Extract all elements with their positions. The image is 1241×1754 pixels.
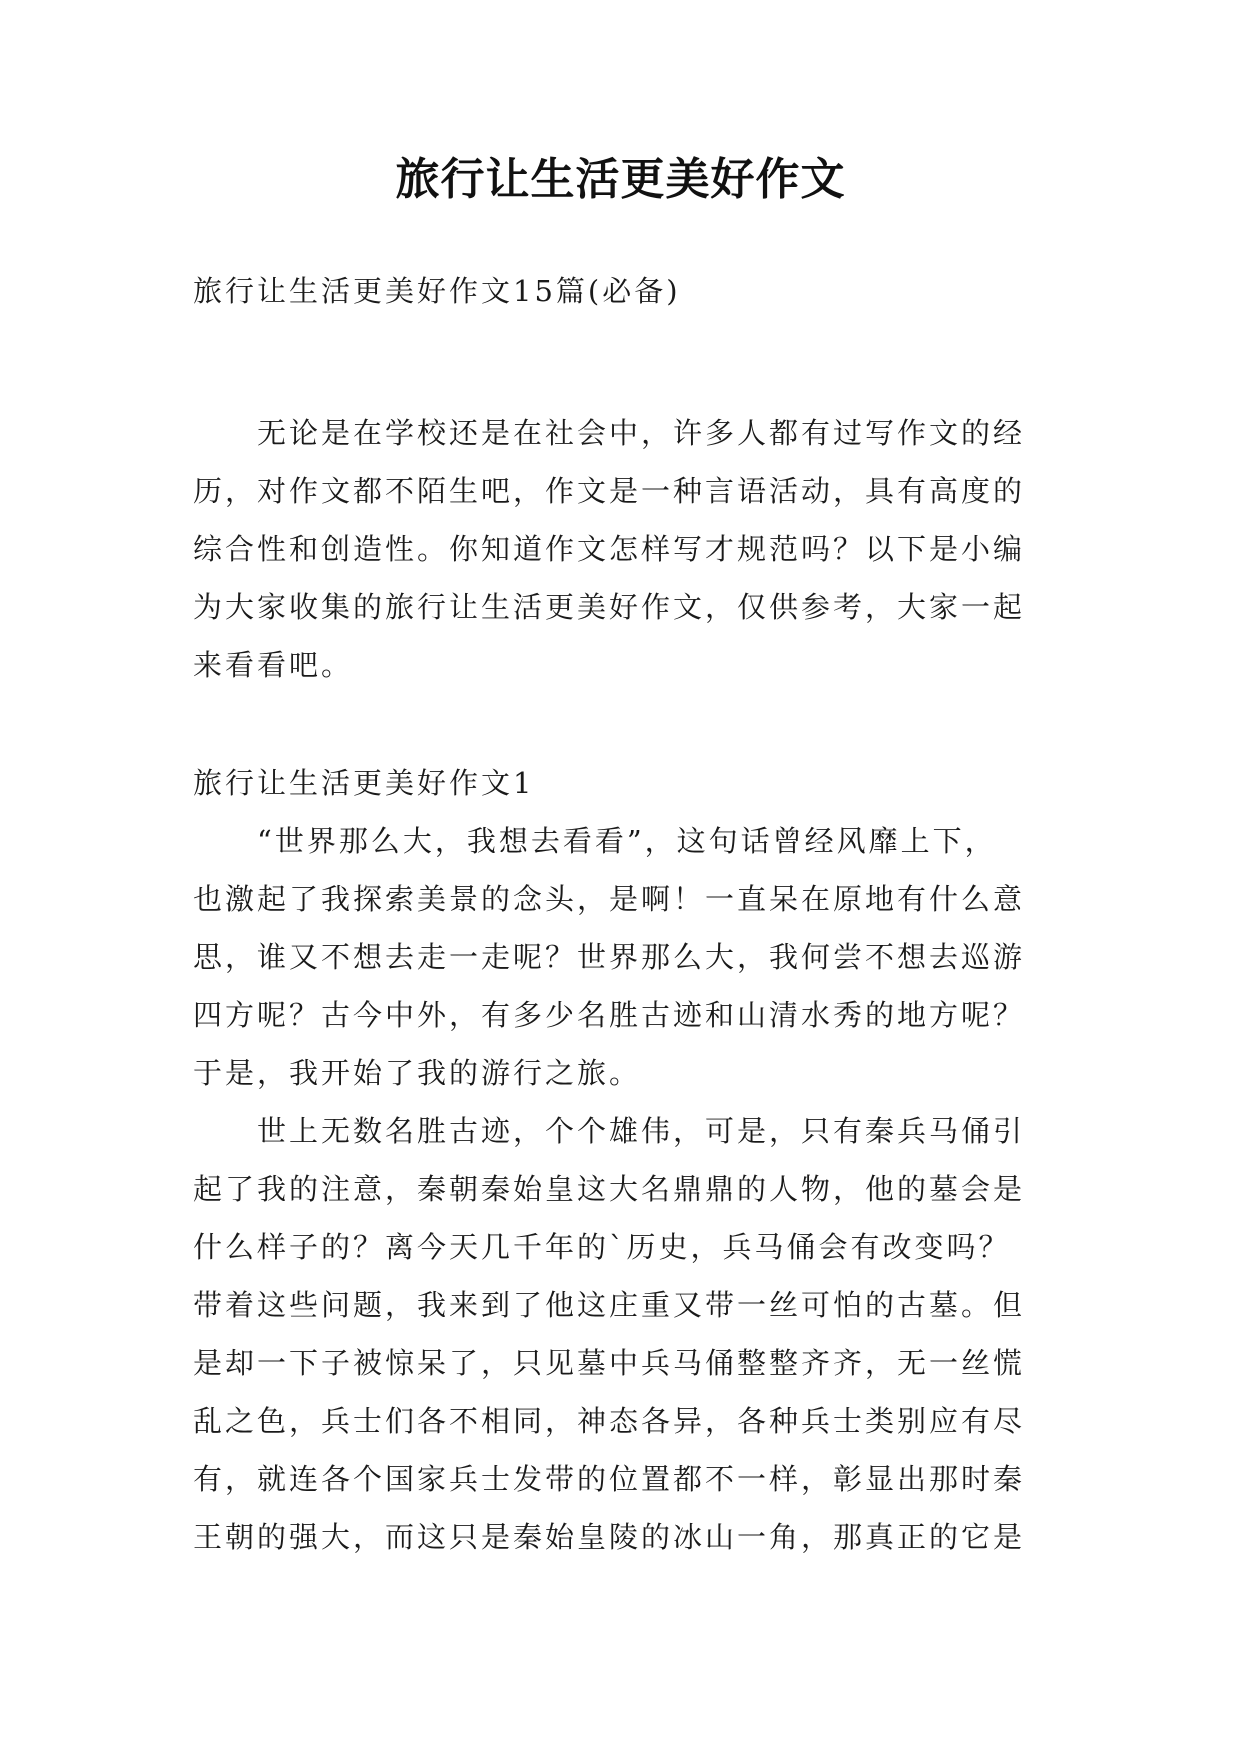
section-heading	[193, 754, 1073, 812]
essay-line: 有，就连各个国家兵士发带的位置都不一样，彰显出那时秦	[193, 1462, 1026, 1496]
intro-line: 无论是在学校还是在社会中，许多人都有过写作文的经	[193, 416, 1026, 450]
essay-line: 起了我的注意，秦朝秦始皇这大名鼎鼎的人物，他的墓会是	[193, 1172, 1026, 1206]
essay-line: 王朝的强大，而这只是秦始皇陵的冰山一角，那真正的它是	[193, 1520, 1026, 1554]
essay-line: 什么样子的？离今天几千年的`历史，兵马俑会有改变吗？	[193, 1230, 1011, 1264]
intro-line: 来看看吧。	[193, 648, 354, 682]
essay-line: 四方呢？古今中外，有多少名胜古迹和山清水秀的地方呢？	[193, 998, 1026, 1032]
essay-line: 是却一下子被惊呆了，只见墓中兵马俑整整齐齐，无一丝慌	[193, 1346, 1026, 1380]
essay-line: 乱之色，兵士们各不相同，神态各异，各种兵士类别应有尽	[193, 1404, 1026, 1438]
essay-line: 于是，我开始了我的游行之旅。	[193, 1056, 642, 1090]
essay-line: 世上无数名胜古迹，个个雄伟，可是，只有秦兵马俑引	[193, 1114, 1026, 1148]
intro-line: 综合性和创造性。你知道作文怎样写才规范吗？以下是小编	[193, 532, 1026, 566]
essay-line: “世界那么大，我想去看看”，这句话曾经风靡上下，	[193, 824, 997, 858]
intro-paragraph	[193, 404, 1073, 694]
essay-line: 思，谁又不想去走一走呢？世界那么大，我何尝不想去巡游	[193, 940, 1026, 974]
page-title: 旅行让生活更美好作文	[395, 154, 846, 205]
section-heading-text: 旅行让生活更美好作文1	[193, 766, 535, 800]
essay-body	[193, 812, 1073, 1566]
document-subtitle	[193, 262, 1073, 320]
subtitle-line: 旅行让生活更美好作文15篇(必备)	[193, 274, 681, 308]
intro-line: 为大家收集的旅行让生活更美好作文，仅供参考，大家一起	[193, 590, 1026, 624]
essay-line: 带着这些问题，我来到了他这庄重又带一丝可怕的古墓。但	[193, 1288, 1026, 1322]
intro-line: 历，对作文都不陌生吧，作文是一种言语活动，具有高度的	[193, 474, 1026, 508]
essay-line: 也激起了我探索美景的念头，是啊！一直呆在原地有什么意	[193, 882, 1026, 916]
